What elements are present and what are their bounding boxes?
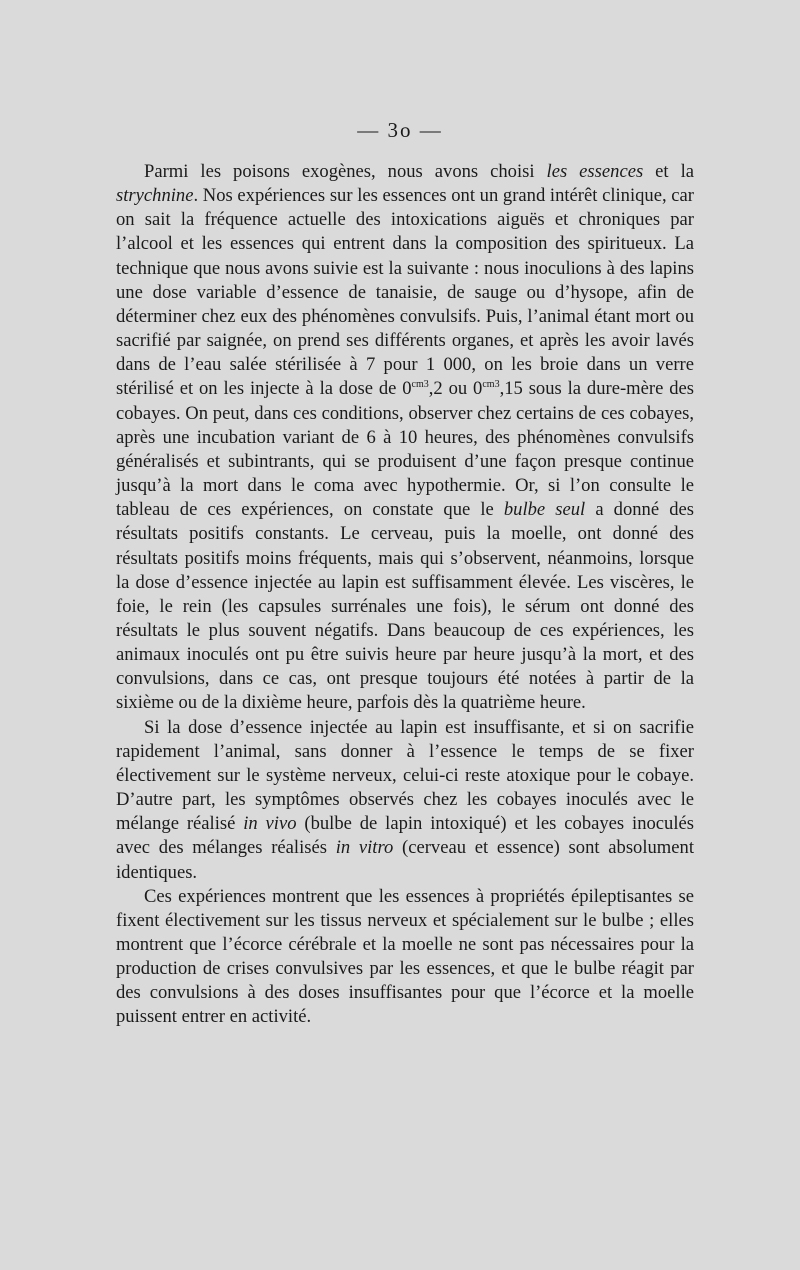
italic-term: les essences (546, 161, 644, 182)
body-text (116, 160, 694, 1030)
unit-superscript: cm3 (482, 379, 500, 391)
text-run: Parmi les poisons exogènes, nous avons choisi (144, 161, 547, 182)
unit-superscript: cm3 (411, 379, 429, 391)
italic-term: in vitro (335, 837, 394, 859)
italic-term: in vivo (243, 813, 297, 835)
text-run: et la (643, 161, 694, 182)
text-run: (cerveau et essence) sont absolument identiques. (116, 837, 694, 883)
text-run: a donné des résultats positifs constants. Le cerveau, puis la moelle, ont donné des résultats positifs moins fréquents, mais qui s’observent, néanmoins, lorsque la dose d’essence injectée au lapin est suffisamment élevée. Les viscères, le foie, le rein (les capsules surrénales une fois), le sérum ont donné des résultats le plus souvent négatifs. Dans beaucoup de ces expériences, les animaux inoculés ont pu être suivis heure par heure jusqu’à la mort, et des convulsions, dans ce cas, ont presque toujours été notées à partir de la sixième ou de la dixième heure, parfois dès la quatrième heure. (116, 499, 694, 714)
text-run: ,2 ou 0 (428, 378, 483, 400)
text-run: Ces expériences montrent que les essences à propriétés épileptisantes se fixent électivement sur les tissus nerveux et spécialement sur le bulbe ; elles montrent que l’écorce cérébrale et la moelle ne sont pas nécessaires pour la production de crises convulsives par les essences, et que le bulbe réagit par des convulsions à des doses insuffisantes pour que l’écorce et la moelle puissent entrer en activité. (116, 885, 694, 1028)
page-number: — 3o — (357, 118, 443, 142)
paragraph-2 (116, 716, 694, 885)
paragraph-1 (116, 160, 694, 716)
italic-term: strychnine (116, 185, 194, 207)
text-run: . Nos expériences sur les essences ont un grand intérêt clinique, car on sait la fréquence actuelle des intoxications aiguës et chroniques par l’alcool et les essences qui entrent dans la composition des spiritueux. La technique que nous avons suivie est la suivante : nous inoculions à des lapins une dose variable d’essence de tanaisie, de sauge ou d’hysope, afin de déterminer chez eux des phénomènes convulsifs. Puis, l’animal étant mort ou sacrifié par saignée, on prend ses différents organes, et après les avoir lavés dans de l’eau salée stérilisée à 7 pour 1 000, on les broie dans un verre stérilisé et on les injecte à la dose de 0 (116, 185, 694, 400)
text-run: Si la dose d’essence injectée au lapin est insuffisante, et si on sacrifie rapidement l’animal, sans donner à l’essence le temps de se fixer électivement sur le système nerveux, celui-ci reste atoxique pour le cobaye. D’autre part, les symptômes observés chez les cobayes inoculés avec le mélange réalisé (116, 716, 694, 835)
italic-term: bulbe seul (503, 499, 586, 521)
text-run: ,15 sous la dure-mère des cobayes. On peut, dans ces conditions, observer chez certains de ces cobayes, après une incubation variant de 6 à 10 heures, des phénomènes convulsifs généralisés et subintrants, qui se produisent d’une façon presque continue jusqu’à la mort dans le coma avec hypothermie. Or, si l’on consulte le tableau de ces expériences, on constate que le (116, 378, 694, 521)
text-run: (bulbe de lapin intoxiqué) et les cobayes inoculés avec des mélanges réalisés (116, 813, 694, 859)
paragraph-3 (116, 885, 694, 1030)
